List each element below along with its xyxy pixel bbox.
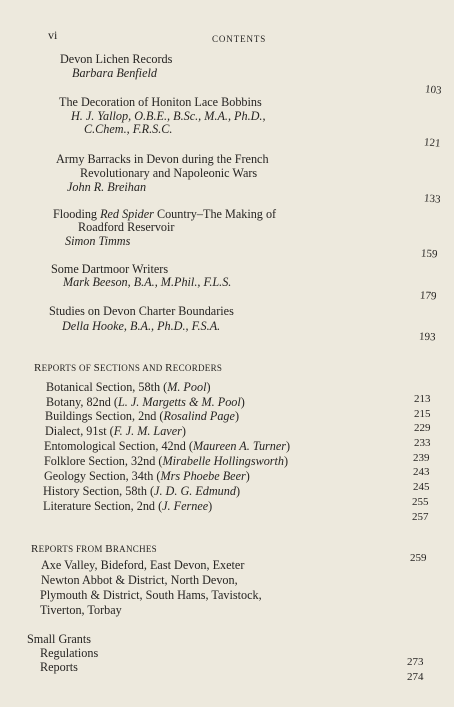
article-author: Barbara Benfield [72,66,157,80]
branch-list-line: Newton Abbot & District, North Devon, [41,573,238,587]
page-number: 159 [420,247,438,261]
page-number: 259 [410,552,427,564]
list-item: Regulations [40,646,99,660]
article-title: Studies on Devon Charter Boundaries [49,304,234,318]
page-number: 239 [413,452,430,464]
branch-list-line: Axe Valley, Bideford, East Devon, Exeter [41,558,245,572]
article-title: Roadford Reservoir [78,220,175,234]
article-title: Army Barracks in Devon during the French [56,152,269,166]
page-number: 233 [414,437,431,449]
article-title: The Decoration of Honiton Lace Bobbins [59,95,262,109]
branch-list-line: Plymouth & District, South Hams, Tavistock, [40,588,262,602]
page-number: 245 [413,481,430,493]
running-head-title: CONTENTS [212,34,267,44]
article-author: Simon Timms [65,234,131,248]
article-author: H. J. Yallop, O.B.E., B.Sc., M.A., Ph.D., [71,109,266,123]
page-number: 103 [424,83,443,97]
page-number: 257 [412,511,429,523]
article-title: Some Dartmoor Writers [51,262,169,276]
article-author: C.Chem., F.R.S.C. [84,122,173,136]
list-item: Geology Section, 34th (Mrs Phoebe Beer) [44,469,250,483]
page-number: 243 [413,466,430,478]
page-number: 133 [423,192,441,206]
section-heading: Small Grants [27,632,91,646]
article-author: John R. Breihan [67,180,147,194]
page-number: 215 [414,408,431,420]
page-number: 255 [412,496,429,508]
list-item: Buildings Section, 2nd (Rosalind Page) [45,409,239,423]
section-heading: REPORTS OF SECTIONS AND RECORDERS [34,362,223,374]
list-item: Entomological Section, 42nd (Maureen A. Turner) [44,439,291,453]
article-title: Flooding Red Spider Country–The Making of [53,207,277,221]
list-item: Reports [40,660,78,674]
article-author: Della Hooke, B.A., Ph.D., F.S.A. [62,319,221,333]
list-item: Folklore Section, 32nd (Mirabelle Hollingsworth) [44,454,289,468]
page-number: 121 [423,136,441,150]
page-number: 193 [418,330,436,344]
list-item: Botanical Section, 58th (M. Pool) [46,380,211,394]
page-number: 274 [407,671,424,683]
page-number: 273 [407,656,424,668]
page-number-roman: vi [48,28,58,42]
article-author: Mark Beeson, B.A., M.Phil., F.L.S. [63,275,232,289]
page-number: 213 [414,393,431,405]
branch-list-line: Tiverton, Torbay [40,603,122,617]
page-number: 229 [414,422,431,434]
list-item: Literature Section, 2nd (J. Fernee) [43,499,213,513]
page-number: 179 [419,289,437,303]
list-item: History Section, 58th (J. D. G. Edmund) [43,484,241,498]
list-item: Dialect, 91st (F. J. M. Laver) [45,424,186,438]
list-item: Botany, 82nd (L. J. Margetts & M. Pool) [46,395,245,409]
section-heading: REPORTS FROM BRANCHES [31,543,157,555]
article-title: Devon Lichen Records [60,52,173,66]
article-title: Revolutionary and Napoleonic Wars [80,166,258,180]
